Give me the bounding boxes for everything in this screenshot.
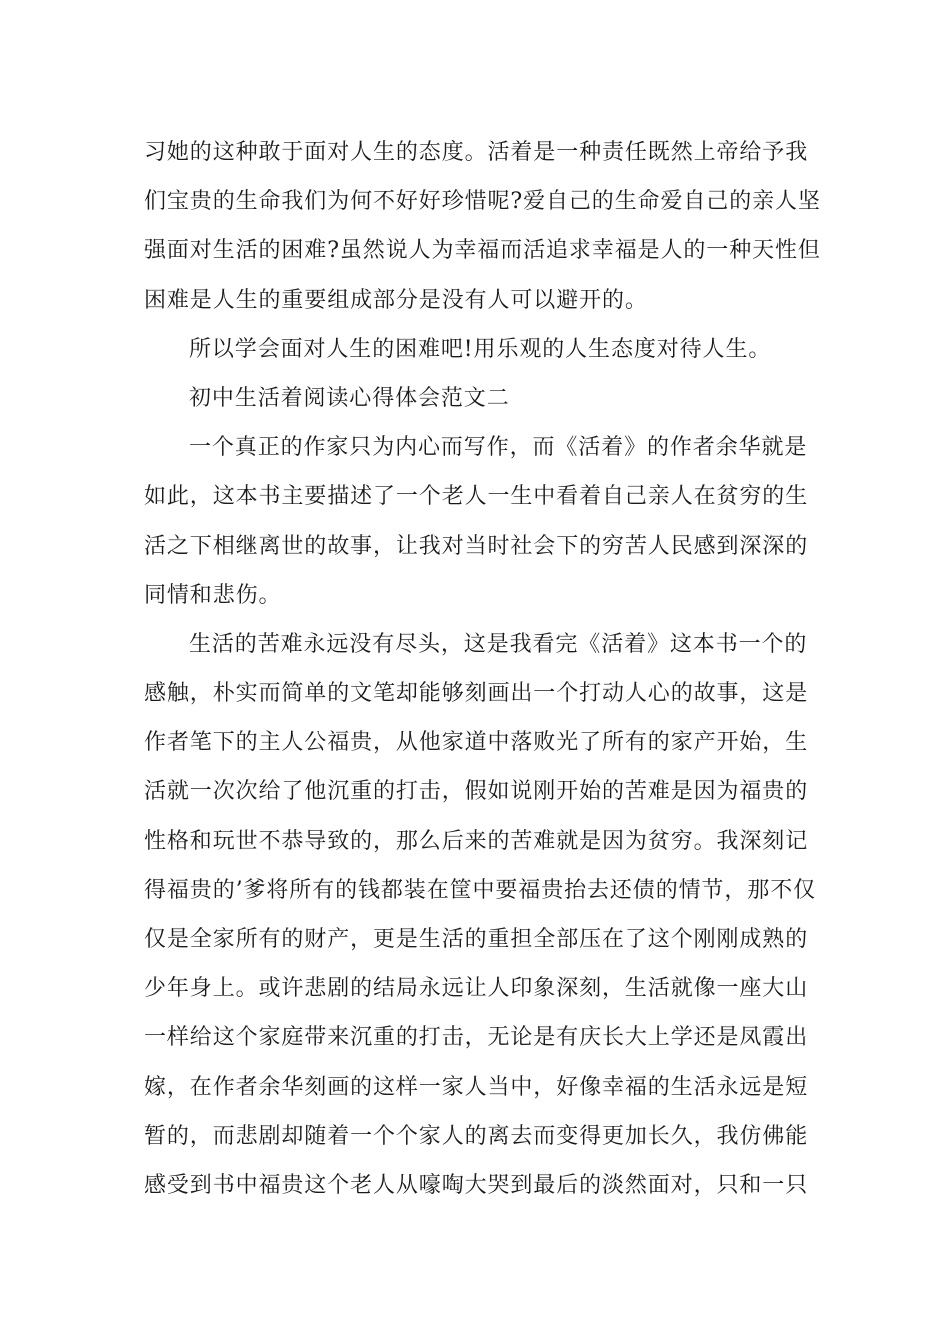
paragraph-first-line: 初中生活着阅读心得体会范文二 xyxy=(189,385,510,411)
paragraph-first-line: 一个真正的作家只为内心而写作，而《活着》的作者余华就是 xyxy=(189,435,808,461)
body-text xyxy=(144,128,821,1210)
paragraph-first-line: 生活的苦难永远没有尽头，这是我看完《活着》这本书一个的 xyxy=(189,631,808,657)
text-line: 暂的，而悲剧却随着一个个家人的离去而变得更加长久，我仿佛能 xyxy=(144,1123,809,1149)
text-line: 嫁，在作者余华刻画的这样一家人当中，好像幸福的生活永远是短 xyxy=(144,1074,809,1100)
text-line: 们宝贵的生命我们为何不好好珍惜呢?爱自己的生命爱自己的亲人坚 xyxy=(144,189,821,215)
text-line: 一样给这个家庭带来沉重的打击，无论是有庆长大上学还是凤霞出 xyxy=(144,1025,809,1051)
text-line: 如此，这本书主要描述了一个老人一生中看着自己亲人在贫穷的生 xyxy=(144,484,809,510)
text-line: 困难是人生的重要组成部分是没有人可以避开的。 xyxy=(144,287,648,313)
text-line: 得福贵的’爹将所有的钱都装在筐中要福贵抬去还债的情节，那不仅 xyxy=(144,877,816,903)
text-line: 活就一次次给了他沉重的打击，假如说刚开始的苦难是因为福贵的 xyxy=(144,779,809,805)
text-line: 感受到书中福贵这个老人从嚎啕大哭到最后的淡然面对，只和一只 xyxy=(144,1172,809,1198)
text-line: 仅是全家所有的财产，更是生活的重担全部压在了这个刚刚成熟的 xyxy=(144,927,809,952)
text-line: 作者笔下的主人公福贵，从他家道中落败光了所有的家产开始，生 xyxy=(144,730,809,756)
text-line: 活之下相继离世的故事，让我对当时社会下的穷苦人民感到深深的 xyxy=(144,533,809,559)
text-line: 性格和玩世不恭导致的，那么后来的苦难就是因为贫穷。我深刻记 xyxy=(144,828,809,854)
text-line: 少年身上。或许悲剧的结局永远让人印象深刻，生活就像一座大山 xyxy=(144,976,809,1002)
text-line: 习她的这种敢于面对人生的态度。活着是一种责任既然上帝给予我 xyxy=(144,140,809,165)
text-line: 同情和悲伤。 xyxy=(144,582,282,608)
text-line: 强面对生活的困难?虽然说人为幸福而活追求幸福是人的一种天性但 xyxy=(144,238,821,264)
paragraph-first-line: 所以学会面对人生的困难吧!用乐观的人生态度对待人生。 xyxy=(189,336,772,362)
text-line: 感触，朴实而简单的文笔却能够刻画出一个打动人心的故事，这是 xyxy=(144,681,809,707)
